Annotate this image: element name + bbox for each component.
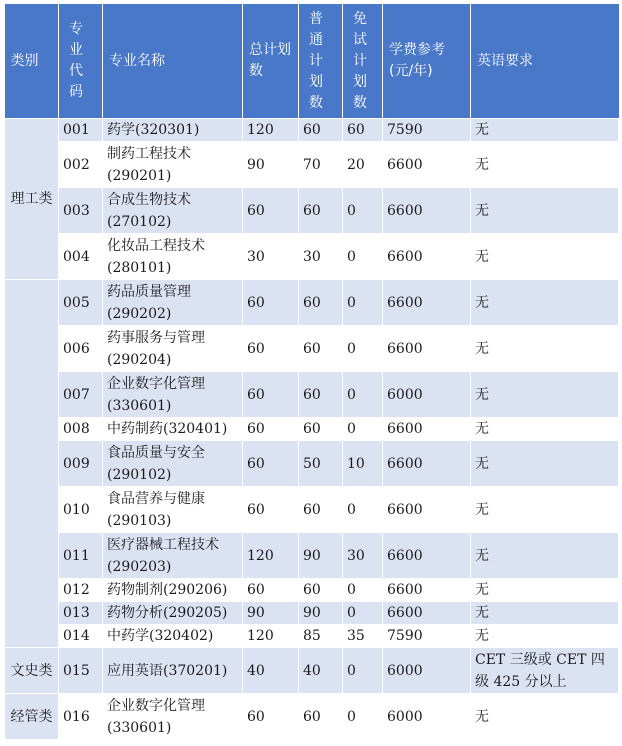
- name-cell: 企业数字化管理(330601): [103, 694, 243, 740]
- english-cell: 无: [471, 188, 619, 234]
- english-cell: 无: [471, 441, 619, 487]
- english-cell: 无: [471, 487, 619, 533]
- category-cell: 理工类: [5, 119, 59, 280]
- fee-cell: 7590: [383, 625, 471, 648]
- fee-cell: 6600: [383, 579, 471, 602]
- fee-cell: 6000: [383, 694, 471, 740]
- exempt-cell: 0: [343, 372, 383, 418]
- general-cell: 60: [299, 119, 343, 142]
- code-cell: 016: [59, 694, 103, 740]
- total-cell: 60: [243, 188, 299, 234]
- english-cell: 无: [471, 280, 619, 326]
- fee-cell: 6600: [383, 280, 471, 326]
- exempt-cell: 35: [343, 625, 383, 648]
- fee-cell: 6000: [383, 372, 471, 418]
- table-row: [5, 648, 619, 694]
- exempt-cell: 10: [343, 441, 383, 487]
- total-cell: 60: [243, 326, 299, 372]
- table-row: [5, 533, 619, 579]
- total-cell: 60: [243, 441, 299, 487]
- general-cell: 60: [299, 326, 343, 372]
- header-category: 类别: [5, 4, 59, 119]
- exempt-cell: 0: [343, 602, 383, 625]
- table-row: [5, 326, 619, 372]
- enrollment-plan-table: [4, 4, 619, 740]
- general-cell: 60: [299, 280, 343, 326]
- code-cell: 008: [59, 418, 103, 441]
- exempt-cell: 0: [343, 188, 383, 234]
- name-cell: 药品质量管理(290202): [103, 280, 243, 326]
- name-cell: 药物制剂(290206): [103, 579, 243, 602]
- category-cell: [5, 280, 59, 648]
- table-row: [5, 579, 619, 602]
- total-cell: 60: [243, 418, 299, 441]
- code-cell: 006: [59, 326, 103, 372]
- total-cell: 90: [243, 142, 299, 188]
- total-cell: 120: [243, 533, 299, 579]
- total-cell: 120: [243, 119, 299, 142]
- english-cell: 无: [471, 234, 619, 280]
- english-cell: 无: [471, 372, 619, 418]
- header-exempt: 免试计划数: [343, 4, 383, 119]
- total-cell: 60: [243, 372, 299, 418]
- table-row: [5, 372, 619, 418]
- code-cell: 003: [59, 188, 103, 234]
- name-cell: 药学(320301): [103, 119, 243, 142]
- code-cell: 013: [59, 602, 103, 625]
- code-cell: 014: [59, 625, 103, 648]
- general-cell: 90: [299, 533, 343, 579]
- english-cell: 无: [471, 142, 619, 188]
- english-cell: 无: [471, 602, 619, 625]
- code-cell: 010: [59, 487, 103, 533]
- general-cell: 50: [299, 441, 343, 487]
- header-row: [5, 4, 619, 119]
- name-cell: 食品营养与健康(290103): [103, 487, 243, 533]
- exempt-cell: 0: [343, 418, 383, 441]
- name-cell: 制药工程技术(290201): [103, 142, 243, 188]
- english-cell: CET 三级或 CET 四级 425 分以上: [471, 648, 619, 694]
- total-cell: 60: [243, 579, 299, 602]
- fee-cell: 6600: [383, 418, 471, 441]
- general-cell: 60: [299, 188, 343, 234]
- name-cell: 药事服务与管理(290204): [103, 326, 243, 372]
- name-cell: 中药制药(320401): [103, 418, 243, 441]
- general-cell: 30: [299, 234, 343, 280]
- english-cell: 无: [471, 625, 619, 648]
- exempt-cell: 0: [343, 579, 383, 602]
- exempt-cell: 0: [343, 694, 383, 740]
- category-cell: 经管类: [5, 694, 59, 740]
- table-row: [5, 694, 619, 740]
- general-cell: 60: [299, 694, 343, 740]
- code-cell: 012: [59, 579, 103, 602]
- general-cell: 60: [299, 418, 343, 441]
- table-row: [5, 119, 619, 142]
- exempt-cell: 0: [343, 234, 383, 280]
- general-cell: 40: [299, 648, 343, 694]
- fee-cell: 6600: [383, 441, 471, 487]
- table-row: [5, 280, 619, 326]
- name-cell: 合成生物技术(270102): [103, 188, 243, 234]
- total-cell: 60: [243, 487, 299, 533]
- header-general: 普通计划数: [299, 4, 343, 119]
- general-cell: 90: [299, 602, 343, 625]
- code-cell: 001: [59, 119, 103, 142]
- fee-cell: 6000: [383, 648, 471, 694]
- english-cell: 无: [471, 579, 619, 602]
- fee-cell: 6600: [383, 602, 471, 625]
- code-cell: 007: [59, 372, 103, 418]
- english-cell: 无: [471, 694, 619, 740]
- total-cell: 90: [243, 602, 299, 625]
- header-english: 英语要求: [471, 4, 619, 119]
- general-cell: 70: [299, 142, 343, 188]
- name-cell: 医疗器械工程技术(290203): [103, 533, 243, 579]
- fee-cell: 6600: [383, 487, 471, 533]
- english-cell: 无: [471, 533, 619, 579]
- table-row: [5, 487, 619, 533]
- total-cell: 120: [243, 625, 299, 648]
- fee-cell: 6600: [383, 326, 471, 372]
- english-cell: 无: [471, 326, 619, 372]
- table-row: [5, 602, 619, 625]
- english-cell: 无: [471, 119, 619, 142]
- name-cell: 企业数字化管理(330601): [103, 372, 243, 418]
- fee-cell: 6600: [383, 188, 471, 234]
- exempt-cell: 60: [343, 119, 383, 142]
- exempt-cell: 0: [343, 487, 383, 533]
- table-row: [5, 188, 619, 234]
- total-cell: 60: [243, 694, 299, 740]
- exempt-cell: 30: [343, 533, 383, 579]
- name-cell: 化妆品工程技术(280101): [103, 234, 243, 280]
- exempt-cell: 20: [343, 142, 383, 188]
- fee-cell: 7590: [383, 119, 471, 142]
- code-cell: 009: [59, 441, 103, 487]
- name-cell: 应用英语(370201): [103, 648, 243, 694]
- table-row: [5, 441, 619, 487]
- code-cell: 004: [59, 234, 103, 280]
- header-code: 专业代码: [59, 4, 103, 119]
- header-total: 总计划数: [243, 4, 299, 119]
- category-cell: 文史类: [5, 648, 59, 694]
- code-cell: 011: [59, 533, 103, 579]
- table-row: [5, 625, 619, 648]
- fee-cell: 6600: [383, 533, 471, 579]
- code-cell: 005: [59, 280, 103, 326]
- table-body: [5, 119, 619, 740]
- header-fee: 学费参考(元/年): [383, 4, 471, 119]
- code-cell: 002: [59, 142, 103, 188]
- exempt-cell: 0: [343, 648, 383, 694]
- header-name: 专业名称: [103, 4, 243, 119]
- table-row: [5, 234, 619, 280]
- name-cell: 中药学(320402): [103, 625, 243, 648]
- name-cell: 食品质量与安全(290102): [103, 441, 243, 487]
- english-cell: 无: [471, 418, 619, 441]
- exempt-cell: 0: [343, 326, 383, 372]
- general-cell: 60: [299, 579, 343, 602]
- table-row: [5, 418, 619, 441]
- general-cell: 60: [299, 487, 343, 533]
- total-cell: 40: [243, 648, 299, 694]
- total-cell: 30: [243, 234, 299, 280]
- code-cell: 015: [59, 648, 103, 694]
- table-row: [5, 142, 619, 188]
- total-cell: 60: [243, 280, 299, 326]
- general-cell: 85: [299, 625, 343, 648]
- exempt-cell: 0: [343, 280, 383, 326]
- fee-cell: 6600: [383, 234, 471, 280]
- fee-cell: 6600: [383, 142, 471, 188]
- general-cell: 60: [299, 372, 343, 418]
- name-cell: 药物分析(290205): [103, 602, 243, 625]
